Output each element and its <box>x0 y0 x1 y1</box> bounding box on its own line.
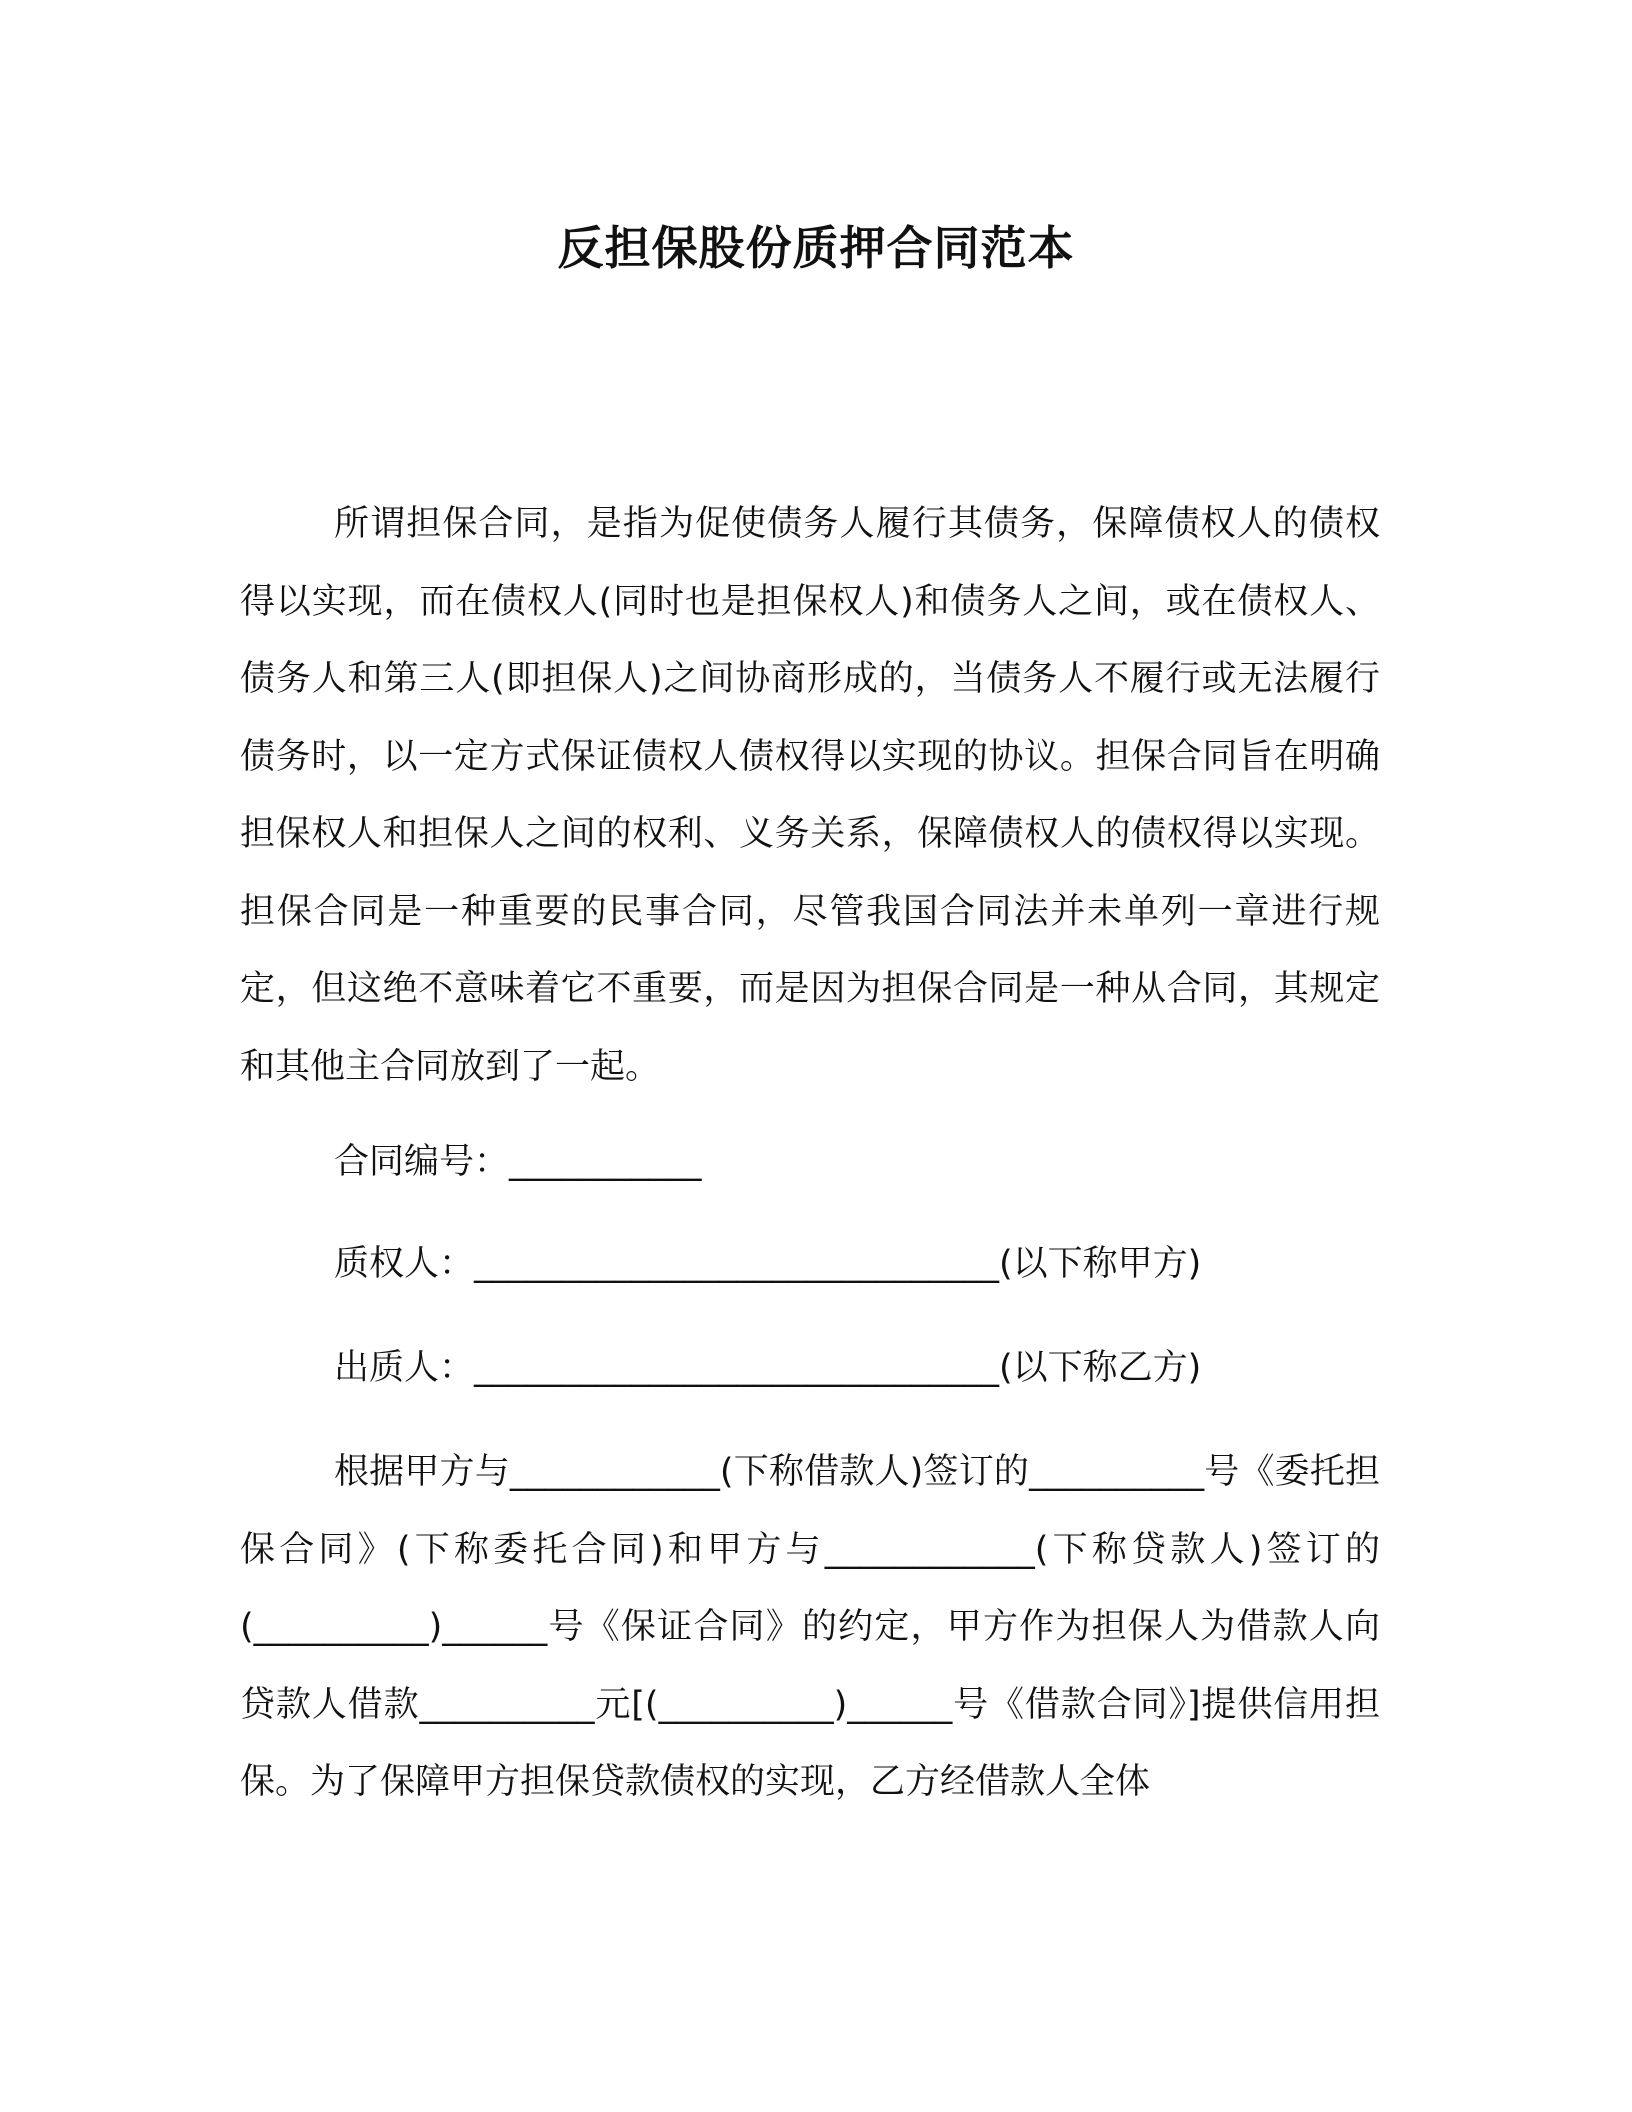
document-title: 反担保股份质押合同范本 <box>557 221 1075 275</box>
intro-paragraph: 所谓担保合同，是指为促使债务人履行其债务，保障债权人的债权得以实现，而在债权人(同时也是担保权人)和债务人之间，或在债权人、债务人和第三人(即担保人)之间协商形成的，当债务人不履行或无法履行债务时，以一定方式保证债权人债权得以实现的协议。担保合同旨在明确担保权人和担保人之间的权利、义务关系，保障债权人的债权得以实现。担保合同是一种重要的民事合同，尽管我国合同法并未单列一章进行规定，但这绝不意味着它不重要，而是因为担保合同是一种从合同，其规定和其他主合同放到了一起。 <box>240 504 1380 1087</box>
pledgee-field: 质权人：______________________________(以下称甲方) <box>334 1244 1202 1284</box>
pledgor-field: 出质人：______________________________(以下称乙方) <box>334 1348 1202 1388</box>
clause-paragraph: 根据甲方与____________(下称借款人)签订的__________号《委托担保合同》(下称委托合同)和甲方与____________(下称贷款人)签订的(__________)______号《保证合同》的约定，甲方作为担保人为借款人向贷款人借款__________元[(__________)______号《借款合同》]提供信用担保。为了保障甲方担保贷款债权的实现，乙方经借款人全体 <box>240 1452 1380 1802</box>
contract-number-field: 合同编号：___________ <box>334 1142 702 1182</box>
